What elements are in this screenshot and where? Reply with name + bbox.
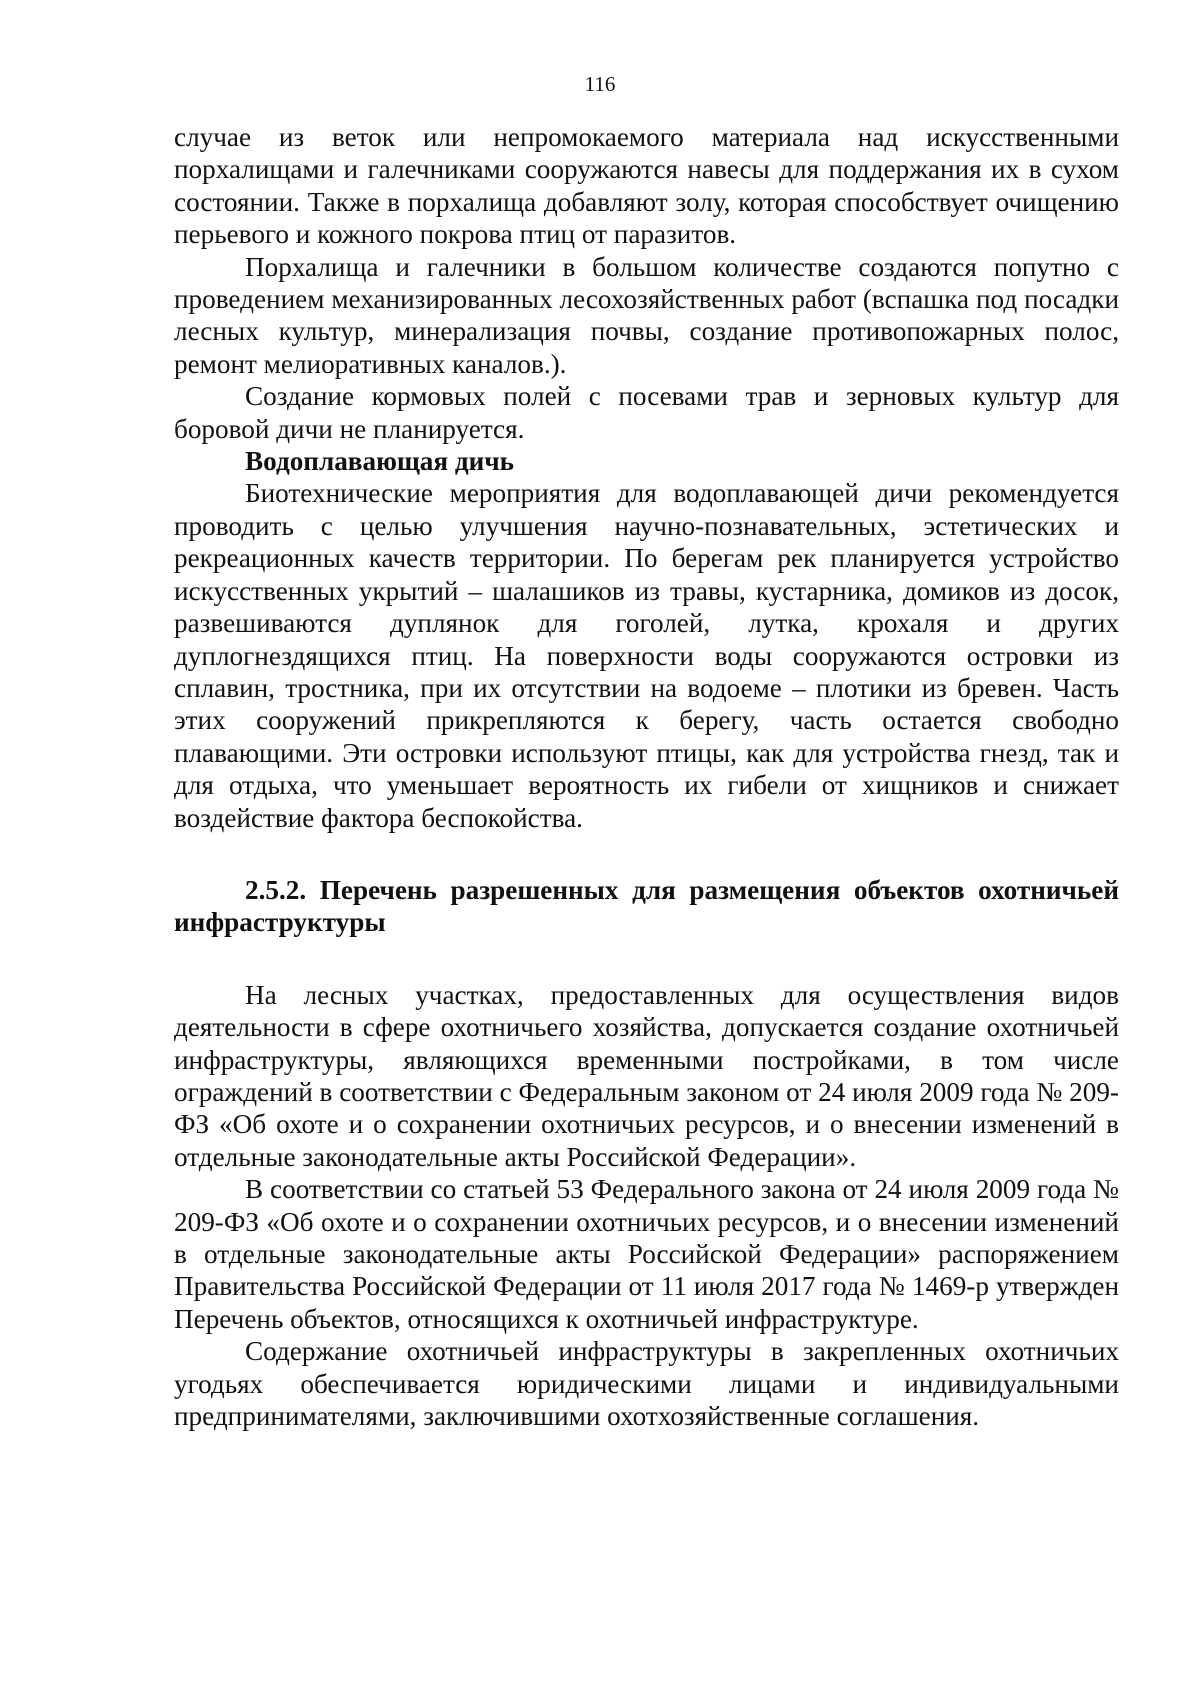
document-body (174, 121, 1119, 1432)
subheading-waterfowl: Водоплавающая дичь (245, 446, 515, 477)
paragraph-continuation: случае из веток или непромокаемого материала над искусственными порхалищами и галечниками сооружаются навесы для поддержания их в сухом состоянии. Также в порхалища добавляют золу, которая способствует очищению перьевого и кожного покрова птиц от паразитов. (174, 122, 1119, 250)
page-number: 116 (584, 72, 616, 96)
paragraph-maintenance: Содержание охотничьей инфраструктуры в закрепленных охотничьих угодьях обеспечивается юридическими лицами и индивидуальными предпринимателями, заключившими охотхозяйственные соглашения. (174, 1336, 1119, 1432)
spacer (174, 939, 1119, 979)
paragraph-waterfowl-measures: Биотехнические мероприятия для водоплавающей дичи рекомендуется проводить с целью улучшения научно-познавательных, эстетических и рекреационных качеств территории. По берегам рек планируется устройство искусственных укрытий – шалашиков из травы, кустарника, домиков из досок, развешиваются дуплянок для гоголей, лутка, крохаля и других дуплогнездящихся птиц. На поверхности воды сооружаются островки из сплавин, тростника, при их отсутствии на водоеме – плотики из бревен. Часть этих сооружений прикрепляются к берегу, часть остается свободно плавающими. Эти островки используют птицы, как для устройства гнезд, так и для отдыха, что уменьшает вероятность их гибели от хищников и снижает воздействие фактора беспокойства. (174, 478, 1119, 833)
paragraph-forest-plots: На лесных участках, предоставленных для осуществления видов деятельности в сфере охотничьего хозяйства, допускается создание охотничьей инфраструктуры, являющихся временными постройками, в том числе ограждений в соответствии с Федеральным законом от 24 июля 2009 года № 209-ФЗ «Об охоте и о сохранении охотничьих ресурсов, и о внесении изменений в отдельные законодательные акты Российской Федерации». (174, 979, 1119, 1172)
paragraph-article-53: В соответствии со статьей 53 Федерального закона от 24 июля 2009 года № 209-ФЗ «Об охоте и о сохранении охотничьих ресурсов, и о внесении изменений в отдельные законодательные акты Российской Федерации» распоряжением Правительства Российской Федерации от 11 июля 2017 года № 1469-р утвержден Перечень объектов, относящихся к охотничьей инфраструктуре. (174, 1174, 1119, 1334)
paragraph-dust-baths: Порхалища и галечники в большом количестве создаются попутно с проведением механизированных лесохозяйственных работ (вспашка под посадки лесных культур, минерализация почвы, создание противопожарных полос, ремонт мелиоративных каналов.). (174, 251, 1119, 379)
paragraph-feeding-fields: Создание кормовых полей с посевами трав и зерновых культур для боровой дичи не планируется. (174, 381, 1119, 444)
section-heading: 2.5.2. Перечень разрешенных для размещения объектов охотничьей инфраструктуры (174, 874, 1119, 938)
spacer (174, 834, 1119, 874)
